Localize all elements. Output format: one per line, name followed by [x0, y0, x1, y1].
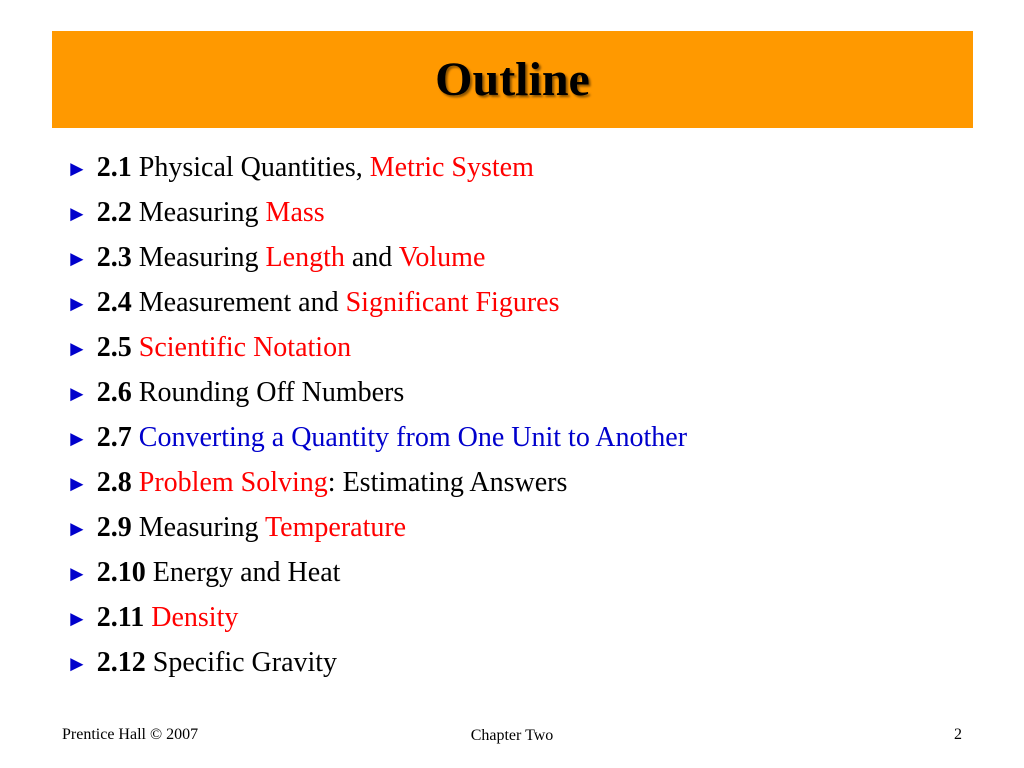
bullet-arrow-icon: ►	[66, 561, 88, 586]
section-highlight: Metric System	[369, 152, 534, 183]
bullet-arrow-icon: ►	[66, 201, 88, 226]
section-number: 2.9	[96, 512, 132, 543]
footer-chapter: Chapter Two	[470, 727, 554, 744]
section-number: 2.3	[96, 242, 132, 273]
footer-copyright: Prentice Hall © 2007	[62, 726, 199, 743]
bullet-arrow-icon: ►	[66, 516, 88, 541]
outline-item	[66, 598, 986, 643]
section-number: 2.4	[96, 287, 132, 318]
section-number: 2.10	[96, 557, 146, 588]
section-highlight: Scientific Notation	[138, 332, 352, 363]
section-text	[132, 422, 139, 453]
outline-item	[66, 148, 986, 193]
bullet-arrow-icon: ►	[66, 156, 88, 181]
bullet-arrow-icon: ►	[66, 336, 88, 361]
section-highlight: Length	[265, 242, 345, 273]
bullet-arrow-icon: ►	[66, 606, 88, 631]
section-highlight: Volume	[398, 242, 486, 273]
section-highlight: Temperature	[265, 512, 407, 543]
section-number: 2.11	[96, 602, 145, 633]
section-text: Measuring	[131, 242, 266, 273]
bullet-arrow-icon: ►	[66, 651, 88, 676]
outline-item	[66, 283, 986, 328]
section-highlight: Converting a Quantity from One Unit to Another	[138, 422, 688, 453]
outline-item	[66, 328, 986, 373]
slide-title: Outline	[435, 53, 590, 106]
section-text: Physical Quantities,	[131, 152, 370, 183]
outline-item	[66, 553, 986, 598]
section-text: Measuring	[131, 512, 266, 543]
section-highlight: Mass	[265, 197, 325, 228]
bullet-arrow-icon: ►	[66, 246, 88, 271]
section-number: 2.5	[96, 332, 132, 363]
outline-item	[66, 373, 986, 418]
section-highlight: Problem Solving	[138, 467, 328, 498]
bullet-arrow-icon: ►	[66, 291, 88, 316]
section-highlight: Significant Figures	[345, 287, 560, 318]
outline-item	[66, 418, 986, 463]
section-text: Specific Gravity	[145, 647, 338, 678]
section-number: 2.8	[96, 467, 132, 498]
section-number: 2.7	[96, 422, 132, 453]
bullet-arrow-icon: ►	[66, 426, 88, 451]
section-number: 2.6	[96, 377, 132, 408]
bullet-arrow-icon: ►	[66, 471, 88, 496]
outline-item	[66, 643, 986, 688]
section-text: Measuring	[131, 197, 266, 228]
section-text: Energy and Heat	[145, 557, 341, 588]
section-text: and	[344, 242, 399, 273]
section-number: 2.2	[96, 197, 132, 228]
outline-item	[66, 193, 986, 238]
title-bar	[52, 31, 973, 128]
footer-page-number: 2	[954, 726, 962, 743]
outline-list	[66, 148, 986, 688]
section-text	[132, 332, 139, 363]
section-text	[132, 467, 139, 498]
section-number: 2.1	[96, 152, 132, 183]
section-text: : Estimating Answers	[327, 467, 568, 498]
bullet-arrow-icon: ►	[66, 381, 88, 406]
outline-item	[66, 508, 986, 553]
outline-item	[66, 463, 986, 508]
section-highlight: Density	[151, 602, 239, 633]
section-text: Rounding Off Numbers	[131, 377, 405, 408]
section-number: 2.12	[96, 647, 146, 678]
outline-item	[66, 238, 986, 283]
section-text: Measurement and	[131, 287, 346, 318]
